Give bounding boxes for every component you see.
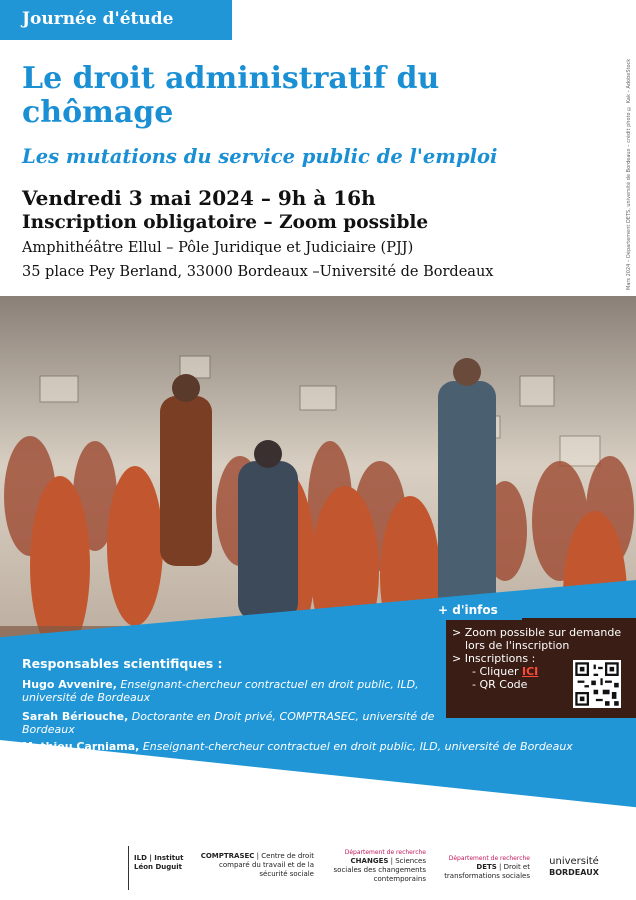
more-info-badge: + d'infos bbox=[430, 600, 522, 620]
registration-note: Inscription obligatoire – Zoom possible bbox=[22, 212, 429, 233]
inscriptions-label: > Inscriptions : bbox=[452, 652, 536, 665]
photo-credit: Mars 2024 – Département DETS, université de Bordeaux – crédit photo © Kak – AdobeStock bbox=[626, 58, 632, 290]
registration-link[interactable]: ICI bbox=[522, 665, 539, 678]
changes-logo: Département de recherche CHANGES | Sciences sociales des changements contemporains bbox=[333, 849, 426, 883]
ild-logo: ILD | Institut Léon Duguit bbox=[134, 854, 184, 871]
address-line: 35 place Pey Berland, 33000 Bordeaux –Université de Bordeaux bbox=[22, 264, 494, 280]
responsables-heading: Responsables scientifiques : bbox=[22, 656, 223, 671]
divider bbox=[128, 846, 129, 890]
event-date: Vendredi 3 mai 2024 – 9h à 16h bbox=[22, 186, 376, 210]
contact-mail: Mail : caroline.almeida@u-bordeaux.fr bbox=[22, 807, 233, 820]
contact-person: Caroline Almeida, Gestionnaire de l'Institut Léon Duguit bbox=[22, 790, 341, 803]
responsable-item: Mathieu Carniama, Enseignant-chercheur contractuel en droit public, ILD, université de Bordeaux bbox=[22, 740, 573, 753]
venue-line: Amphithéâtre Ellul – Pôle Juridique et Judiciaire (PJJ) bbox=[22, 240, 414, 256]
comptrasec-logo: COMPTRASEC | Centre de droit comparé du travail et de la sécurité sociale bbox=[200, 852, 314, 878]
contact-heading: Contact : bbox=[22, 768, 86, 783]
click-line: - Cliquer ICI bbox=[472, 665, 539, 678]
dets-logo: Département de recherche DETS | Droit et transformations sociales bbox=[444, 855, 530, 880]
event-type-tag: Journée d'étude bbox=[0, 0, 232, 40]
qr-code-icon[interactable] bbox=[573, 660, 621, 708]
responsable-item: Sarah Bériouche, Doctorante en Droit privé, COMPTRASEC, université de Bordeaux bbox=[22, 710, 435, 736]
qr-label: - QR Code bbox=[472, 678, 528, 691]
mail-link[interactable]: caroline.almeida@u-bordeaux.fr bbox=[55, 807, 233, 820]
zoom-note: > Zoom possible sur demande bbox=[452, 626, 622, 639]
event-title: Le droit administratif du chômage bbox=[22, 61, 440, 130]
zoom-note-cont: lors de l'inscription bbox=[465, 639, 570, 652]
event-subtitle: Les mutations du service public de l'emploi bbox=[22, 145, 498, 168]
responsable-item: Hugo Avvenire, Enseignant-chercheur contractuel en droit public, ILD, université de Bordeaux bbox=[22, 678, 419, 704]
universite-bordeaux-logo: université BORDEAUX bbox=[549, 856, 599, 877]
